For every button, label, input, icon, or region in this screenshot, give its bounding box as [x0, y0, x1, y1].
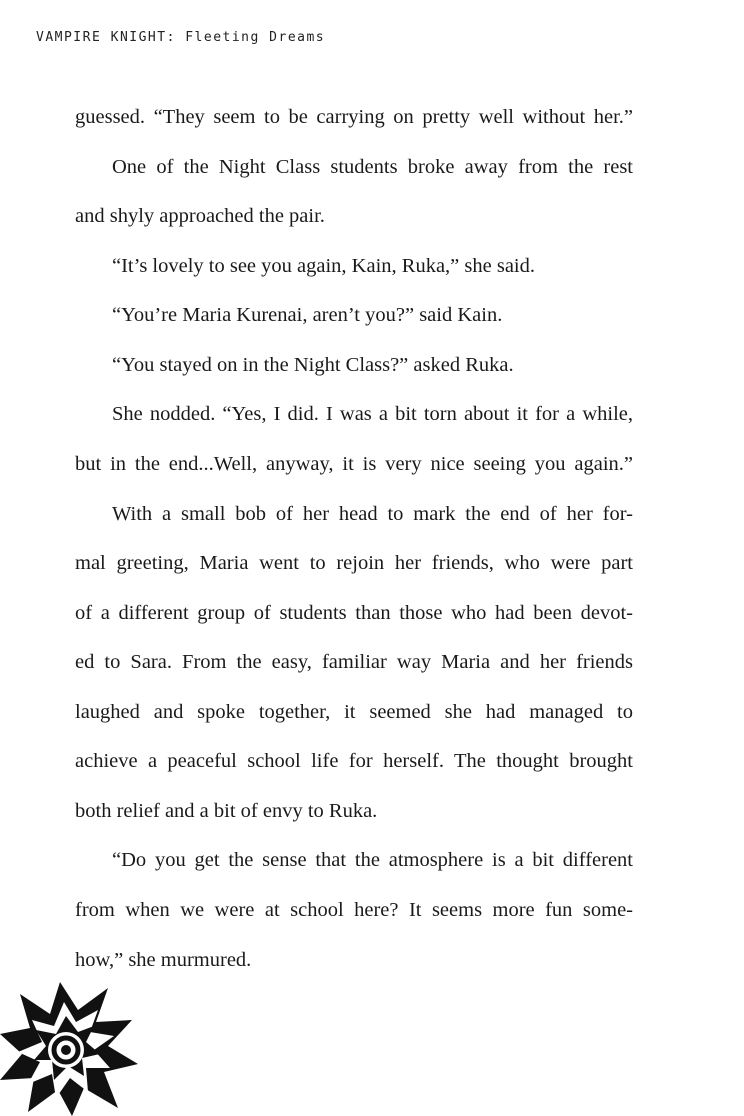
text-line: from when we were at school here? It seems more fun some- — [75, 899, 633, 921]
running-head: VAMPIRE KNIGHT: Fleeting Dreams — [36, 30, 326, 45]
text-line: guessed. “They seem to be carrying on pretty well without her.” — [75, 106, 633, 128]
text-line: “You stayed on in the Night Class?” asked Ruka. — [112, 354, 514, 376]
rose-ornament-icon — [0, 980, 140, 1116]
text-line: of a different group of students than those who had been devot- — [75, 602, 633, 624]
text-line: One of the Night Class students broke away from the rest — [112, 156, 633, 178]
text-line: With a small bob of her head to mark the end of her for- — [112, 503, 633, 525]
text-line: “You’re Maria Kurenai, aren’t you?” said Kain. — [112, 304, 503, 326]
text-line: “It’s lovely to see you again, Kain, Ruka,” she said. — [112, 255, 535, 277]
text-line: but in the end...Well, anyway, it is very nice seeing you again.” — [75, 453, 633, 475]
text-line: achieve a peaceful school life for herself. The thought brought — [75, 750, 633, 772]
text-line: ed to Sara. From the easy, familiar way Maria and her friends — [75, 651, 633, 673]
text-line: laughed and spoke together, it seemed she had managed to — [75, 701, 633, 723]
text-line: how,” she murmured. — [75, 949, 252, 971]
text-line: and shyly approached the pair. — [75, 205, 325, 227]
text-line: “Do you get the sense that the atmosphere is a bit different — [112, 849, 633, 871]
text-line: both relief and a bit of envy to Ruka. — [75, 800, 378, 822]
text-line: She nodded. “Yes, I did. I was a bit torn about it for a while, — [112, 403, 633, 425]
text-line: mal greeting, Maria went to rejoin her friends, who were part — [75, 552, 633, 574]
